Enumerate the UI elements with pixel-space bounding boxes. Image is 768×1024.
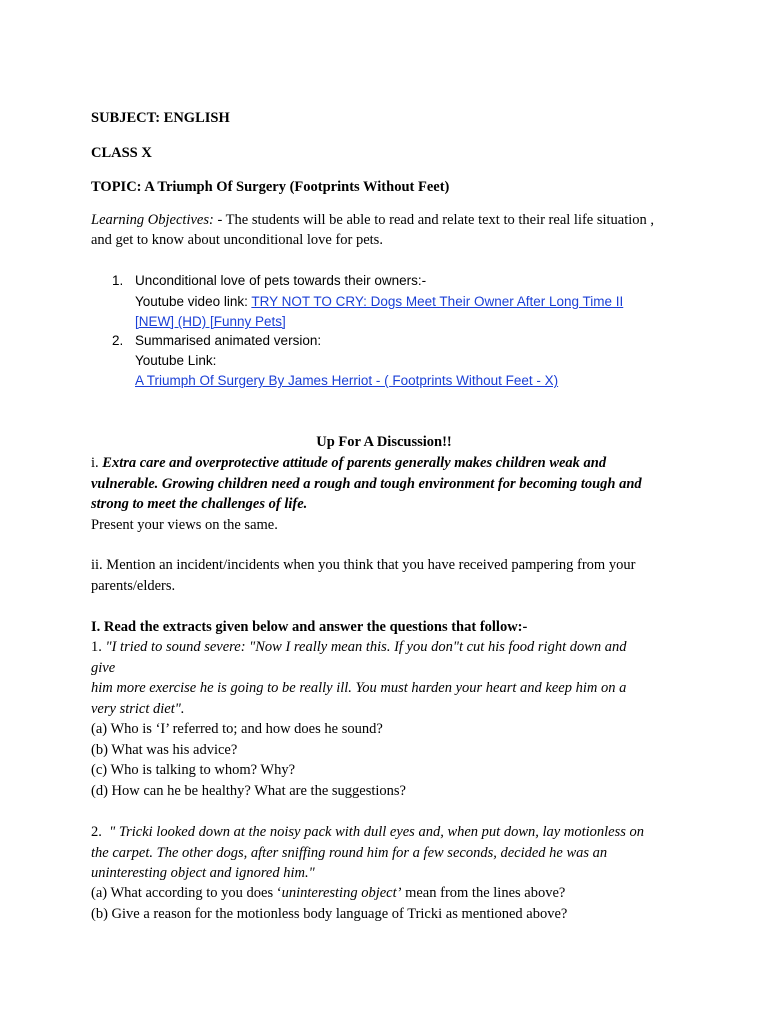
list-item-1-link-prefix: Youtube video link: <box>135 294 252 309</box>
extract-1-question-b: (b) What was his advice? <box>91 742 238 758</box>
subject-line: SUBJECT: ENGLISH <box>91 110 230 126</box>
extract-1-line-2: give <box>91 660 116 676</box>
list-item-2-number: 2. <box>112 333 124 348</box>
extract-1-question-a: (a) Who is ‘I’ referred to; and how does he sound? <box>91 721 383 737</box>
learning-objectives-label: Learning Objectives: <box>91 212 214 228</box>
list-item-1-link-line-2 <box>91 312 286 333</box>
learning-objectives-line-1 <box>91 210 654 231</box>
extract-2-question-a: (a) What according to you does ‘uninteresting object’ mean from the lines above? <box>91 885 566 901</box>
class-line: CLASS X <box>91 145 152 161</box>
extract-2-line-1: 2. " Tricki looked down at the noisy pack with dull eyes and, when put down, lay motionless on <box>91 824 645 840</box>
topic-line: TOPIC: A Triumph Of Surgery (Footprints Without Feet) <box>91 179 450 195</box>
dogs-meet-owner-video-link-continued[interactable]: [NEW] (HD) [Funny Pets] <box>135 314 286 329</box>
extract-2-question-b: (b) Give a reason for the motionless body language of Tricki as mentioned above? <box>91 906 568 922</box>
extract-1-line-4: very strict diet". <box>91 701 185 717</box>
list-item-2-link-line <box>91 371 558 392</box>
extract-2-line-3: uninteresting object and ignored him." <box>91 865 315 881</box>
extract-1-question-c: (c) Who is talking to whom? Why? <box>91 762 296 778</box>
list-item-1-link-line <box>91 292 623 313</box>
list-item-2-link-prefix: Youtube Link: <box>135 353 217 368</box>
dogs-meet-owner-video-link[interactable]: TRY NOT TO CRY: Dogs Meet Their Owner After Long Time II <box>251 294 624 309</box>
triumph-of-surgery-video-link[interactable]: A Triumph Of Surgery By James Herriot - ( Footprints Without Feet - X) <box>135 373 559 388</box>
extracts-heading: I. Read the extracts given below and answer the questions that follow:- <box>91 619 528 635</box>
learning-objectives-text: - The students will be able to read and relate text to their real life situation , <box>213 212 655 228</box>
discussion-i-number: i. <box>91 455 99 471</box>
extract-1-question-d: (d) How can he be healthy? What are the suggestions? <box>91 783 406 799</box>
discussion-heading: Up For A Discussion!! <box>316 434 452 450</box>
list-item-1-number: 1. <box>112 273 124 288</box>
learning-objectives-line-2: and get to know about unconditional love for pets. <box>91 232 383 248</box>
discussion-ii-line-1: ii. Mention an incident/incidents when you think that you have received pampering from your <box>91 557 636 573</box>
extract-2-line-2: the carpet. The other dogs, after sniffing round him for a few seconds, decided he was an <box>91 845 608 861</box>
extract-1-line-1: 1. "I tried to sound severe: "Now I really mean this. If you don"t cut his food right down and <box>91 639 627 655</box>
discussion-ii-line-2: parents/elders. <box>91 578 176 594</box>
discussion-i-line-3: strong to meet the challenges of life. <box>91 496 308 512</box>
discussion-i-line-4: Present your views on the same. <box>91 517 278 533</box>
extract-1-number: 1. <box>91 639 102 655</box>
discussion-i-line-1: i. Extra care and overprotective attitude of parents generally makes children weak and <box>91 455 607 471</box>
extract-2-number: 2. <box>91 824 102 840</box>
extract-1-line-3: him more exercise he is going to be really ill. You must harden your heart and keep him on a <box>91 680 627 696</box>
list-item-2-title: 2. Summarised animated version: <box>91 331 321 352</box>
list-item-1-title: 1. Unconditional love of pets towards their owners:- <box>91 271 426 292</box>
discussion-i-line-2: vulnerable. Growing children need a rough and tough environment for becoming tough and <box>91 476 642 492</box>
